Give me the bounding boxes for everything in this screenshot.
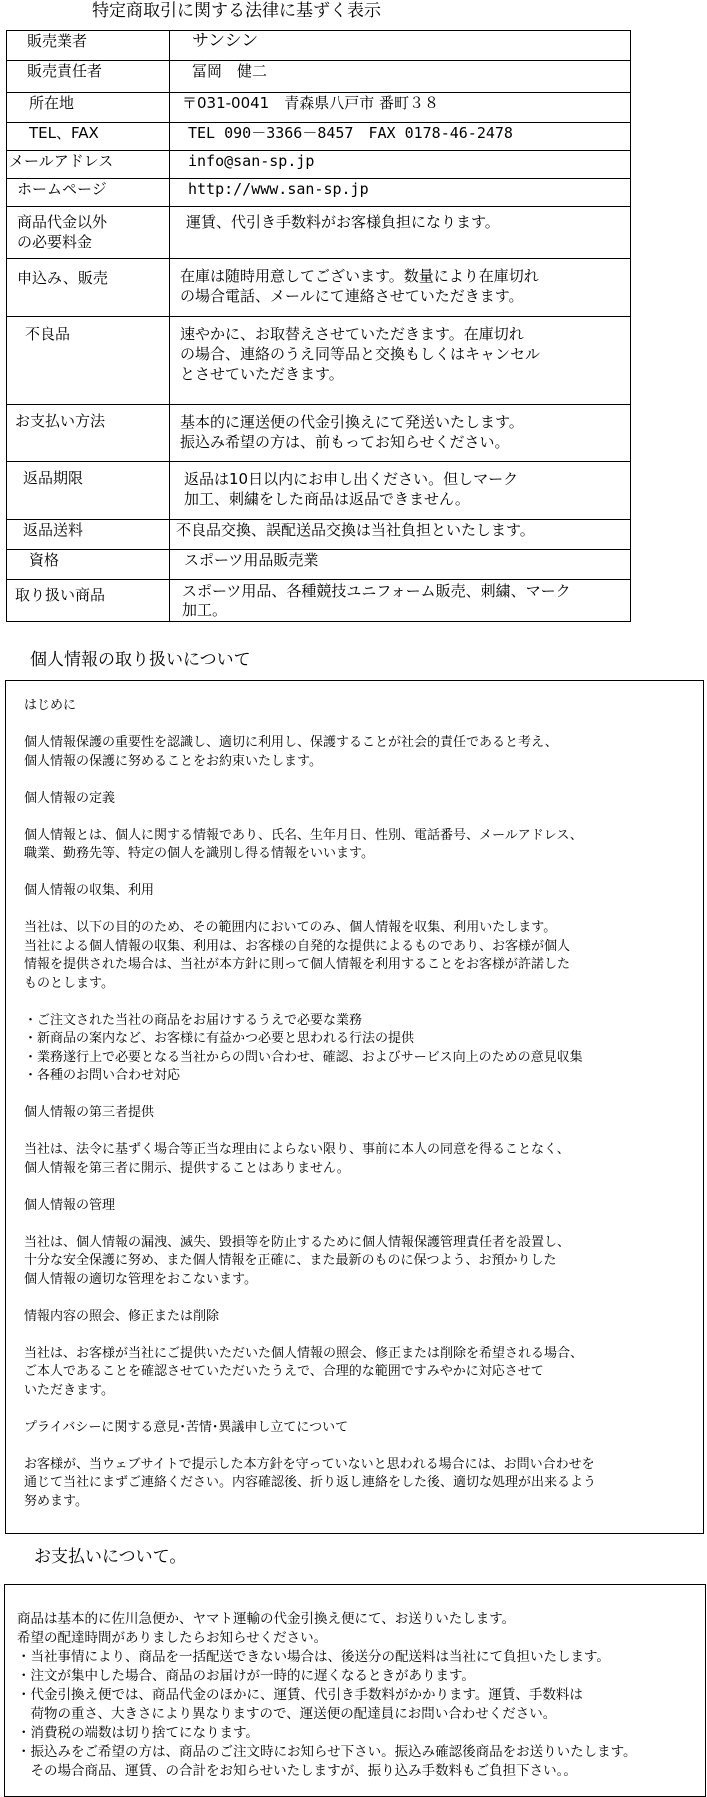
extra-fees-value: 運賃、代引き手数料がお客様負担になります。 bbox=[170, 207, 631, 259]
table-row bbox=[7, 550, 631, 580]
page-title: 特定商取引に関する法律に基ずく表示 bbox=[92, 1, 381, 21]
section-heading: 個人情報の定義 bbox=[24, 790, 116, 806]
section-body: お客様が、当ウェブサイトで提示した本方針を守っていないと思われる場合には、お問い合わせを 通じて当社にまずご連絡ください。内容確認後、折り返し連絡をした後、適切な処理が出来るよう 努めます。 bbox=[24, 1456, 597, 1509]
license-value: スポーツ用品販売業 bbox=[170, 550, 631, 580]
defective-value: 速やかに、お取替えさせていただきます。在庫切れ の場合、連絡のうえ同等品と交換もしくはキャンセル とさせていただきます。 bbox=[170, 317, 631, 405]
row-label: お支払い方法 bbox=[7, 405, 170, 462]
row-label: 返品送料 bbox=[7, 520, 170, 550]
payment-title: お支払いについて。 bbox=[34, 1547, 187, 1567]
phone-fax-value: TEL 090－3366－8457 FAX 0178-46-2478 bbox=[170, 123, 631, 151]
table-row bbox=[7, 179, 631, 207]
privacy-policy-box bbox=[5, 680, 704, 1534]
table-row bbox=[7, 259, 631, 317]
table-row bbox=[7, 405, 631, 462]
table-row bbox=[7, 31, 631, 61]
section-body: 当社は、お客様が当社にご提供いただいた個人情報の照会、修正または削除を希望される場合、 ご本人であることを確認させていただいたうえで、合理的な範囲ですみやかに対応させて いただきます。 bbox=[24, 1345, 584, 1398]
purpose-list: ・ご注文された当社の商品をお届けするうえで必要な業務 ・新商品の案内など、お客様に有益かつ必要と思われる行法の提供 ・業務遂行上で必要となる当社からの問い合わせ、確認、およびサービス向上のための意見収集 ・各種のお問い合わせ対応 bbox=[24, 1012, 583, 1083]
seller-value: サンシン bbox=[170, 31, 631, 61]
manager-value: 冨岡 健二 bbox=[170, 61, 631, 93]
return-period-value: 返品は10日以内にお申し出ください。但しマーク 加工、刺繍をした商品は返品できません。 bbox=[170, 462, 631, 520]
section-heading: 個人情報の収集、利用 bbox=[24, 883, 155, 898]
section-heading: 個人情報の管理 bbox=[24, 1197, 116, 1213]
row-label: 資格 bbox=[7, 550, 170, 580]
section-body: 当社は、以下の目的のため、その範囲内においてのみ、個人情報を収集、利用いたします。 当社による個人情報の収集、利用は、お客様の自発的な提供によるものであり、お客様が個人 情報を提供された場合は、当社が本方針に則って個人情報を利用することをお客様が許諾した ものとします。 bbox=[24, 920, 571, 991]
table-row bbox=[7, 207, 631, 259]
row-label: 申込み、販売 bbox=[7, 259, 170, 317]
section-heading: プライバシーに関する意見･苦情･異議申し立てについて bbox=[24, 1419, 349, 1435]
section-body: 当社は、法令に基ずく場合等正当な理由によらない限り、事前に本人の同意を得ることなく、 個人情報を第三者に開示、提供することはありません。 bbox=[24, 1142, 570, 1176]
row-label: ホームページ bbox=[7, 179, 170, 207]
privacy-title: 個人情報の取り扱いについて bbox=[30, 650, 251, 670]
row-label: 販売業者 bbox=[7, 31, 170, 61]
return-shipping-value: 不良品交換、誤配送品交換は当社負担といたします。 bbox=[170, 520, 631, 550]
row-label: メールアドレス bbox=[7, 151, 170, 179]
table-row bbox=[7, 317, 631, 405]
section-heading: はじめに bbox=[24, 698, 77, 713]
products-value: スポーツ用品、各種競技ユニフォーム販売、刺繍、マーク 加工。 bbox=[170, 580, 631, 622]
section-body: 個人情報とは、個人に関する情報であり、氏名、生年月日、性別、電話番号、メールアドレス、 職業、勤務先等、特定の個人を識別し得る情報をいいます。 bbox=[24, 827, 583, 861]
table-row bbox=[7, 462, 631, 520]
row-label: 商品代金以外 の必要料金 bbox=[7, 207, 170, 259]
row-label: 取り扱い商品 bbox=[7, 580, 170, 622]
section-heading: 情報内容の照会、修正または削除 bbox=[24, 1308, 220, 1324]
payment-info-box bbox=[4, 1584, 706, 1797]
row-label: 返品期限 bbox=[7, 462, 170, 520]
table-row bbox=[7, 61, 631, 93]
order-sales-value: 在庫は随時用意してございます。数量により在庫切れ の場合電話、メールにて連絡させていただきます。 bbox=[170, 259, 631, 317]
row-label: 販売責任者 bbox=[7, 61, 170, 93]
table-row bbox=[7, 520, 631, 550]
row-label: TEL、FAX bbox=[7, 123, 170, 151]
section-body: 当社は、個人情報の漏洩、滅失、毀損等を防止するために個人情報保護管理責任者を設置し、 十分な安全保護に努め、また個人情報を正確に、また最新のものに保つよう、お預かりした 個人情報の適切な管理をおこないます。 bbox=[24, 1234, 571, 1287]
payment-method-value: 基本的に運送便の代金引換えにて発送いたします。 振込み希望の方は、前もってお知らせください。 bbox=[170, 405, 631, 462]
row-label: 所在地 bbox=[7, 93, 170, 123]
homepage-value: http://www.san-sp.jp bbox=[170, 179, 631, 207]
section-body: 個人情報保護の重要性を認識し、適切に利用し、保護することが社会的責任であると考え、 個人情報の保護に努めることをお約束いたします。 bbox=[24, 735, 558, 769]
section-heading: 個人情報の第三者提供 bbox=[24, 1105, 155, 1120]
table-row bbox=[7, 151, 631, 179]
row-label: 不良品 bbox=[7, 317, 170, 405]
payment-text: 商品は基本的に佐川急便か、ヤマト運輸の代金引換え便にて、お送りいたします。 希望の配達時間がありましたらお知らせください。 ・当社事情により、商品を一括配送できない場合は、後送分の配送料は当社にて負担いたします。 ・注文が集中した場合、商品のお届けが一時的に遅くなるときがあります。 ・代金引換え便では、商品代金のほかに、運賃、代引き手数料がかかります。運賃、手数料は 荷物の重さ、大きさにより異なりますので、運送便の配達員にお問い合わせください。 ・消費税の端数は切り捨てになります。 ・振込みをご希望の方は、商品のご注文時にお知らせ下さい。振込み確認後商品をお送りいたします。 その場合商品、運賃、の合計をお知らせいたしますが、振り込み手数料もご負担下さい。。 bbox=[17, 1611, 637, 1779]
table-row bbox=[7, 123, 631, 151]
email-value: info@san-sp.jp bbox=[170, 151, 631, 179]
table-row bbox=[7, 580, 631, 622]
table-row bbox=[7, 93, 631, 123]
address-value: 〒031-0041 青森県八戸市 番町３８ bbox=[170, 93, 631, 123]
legal-info-table bbox=[6, 30, 631, 622]
